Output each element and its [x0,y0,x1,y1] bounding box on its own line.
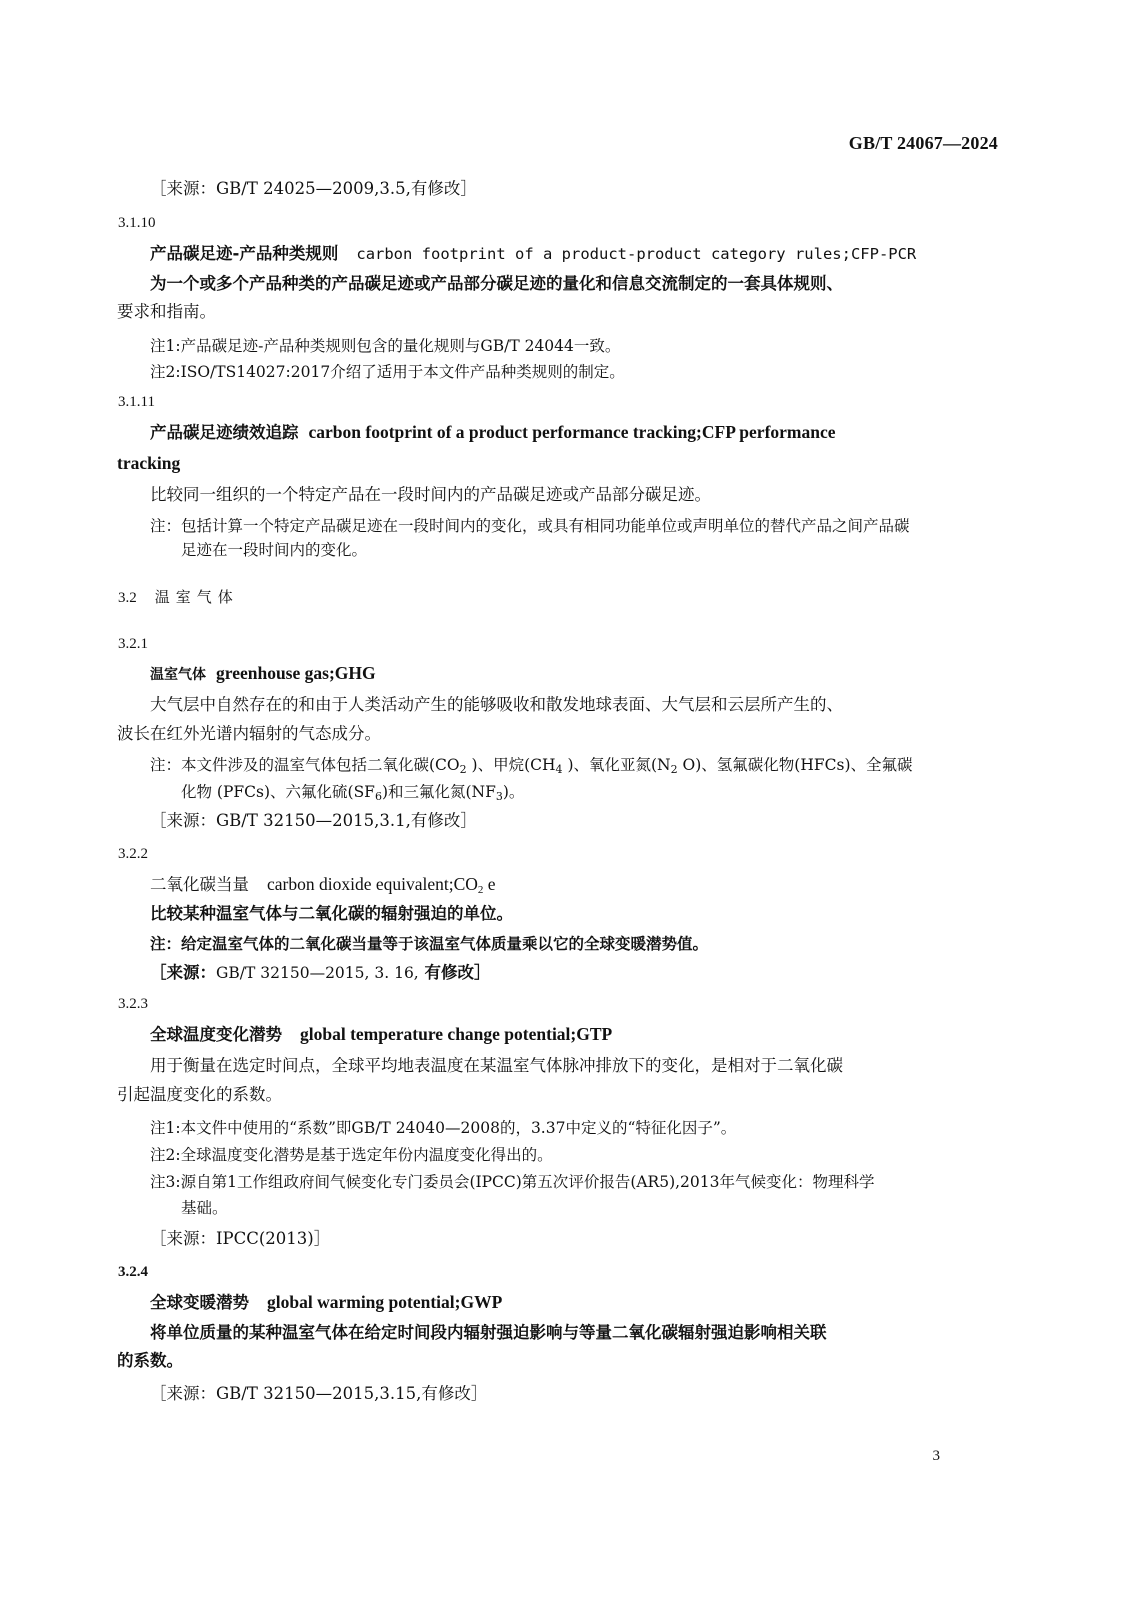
term-chinese: 全球温度变化潜势 [150,1025,282,1044]
source-line: ［来源：GB/T 32150—2015, 3. 16, 有修改］ [150,963,491,982]
note-line: 注3:源自第1工作组政府间气候变化专门委员会(IPCC)第五次评价报告(AR5),2013年气候变化：物理科学 [150,1173,875,1191]
term-heading [0,662,1131,686]
definition-text: 为一个或多个产品种类的产品碳足迹或产品部分碳足迹的量化和信息交流制定的一套具体规则、 [150,274,843,293]
term-english: greenhouse gas;GHG [216,663,376,683]
definition-text-cont: 引起温度变化的系数。 [117,1085,282,1104]
page-number: 3 [932,1448,940,1464]
definition-text: 比较某种温室气体与二氧化碳的辐射强迫的单位。 [150,904,513,923]
clause-number: 3.1.11 [118,394,155,410]
standard-number-header: GB/T 24067—2024 [848,133,998,153]
term-english: carbon dioxide $equivalent;CO_2$ e [267,874,496,896]
note-line: 注：本文件涉及的温室气体包括二氧化碳($CO_2$ )、甲烷($CH_4$ )、氧化亚氮($N_2$ O)、氢氟碳化物(HFCs)、全氟碳 [150,756,913,776]
clause-number: 3.2.1 [118,636,148,652]
note-line-cont: 化物 (PFCs)、六氟化硫$(SF_6)$和三氟化氮$(NF_3)$。 [181,783,525,803]
term-chinese: 温室气体 [150,667,206,683]
term-chinese: 产品碳足迹绩效追踪 [150,423,299,442]
note-line: 注2:ISO/TS14027:2017介绍了适用于本文件产品种类规则的制定。 [150,363,625,381]
section-title: 温室气体 [154,588,239,606]
definition-text: 用于衡量在选定时间点，全球平均地表温度在某温室气体脉冲排放下的变化，是相对于二氧化碳 [150,1056,843,1075]
clause-number: 3.2.4 [118,1264,148,1280]
section-heading [0,586,1131,609]
term-english-cont: tracking [117,453,181,473]
term-english: carbon footprint of a product-product category rules;CFP-PCR [356,245,917,263]
note-line: 注1:产品碳足迹-产品种类规则包含的量化规则与GB/T 24044一致。 [150,337,621,355]
term-heading [0,873,1131,896]
term-heading [0,421,1131,444]
term-heading [0,1291,1131,1314]
term-heading [0,243,1131,265]
definition-text: 大气层中自然存在的和由于人类活动产生的能够吸收和散发地球表面、大气层和云层所产生的、 [150,695,843,714]
source-line: ［来源：GB/T 24025—2009,3.5,有修改］ [150,179,477,198]
definition-text: 比较同一组织的一个特定产品在一段时间内的产品碳足迹或产品部分碳足迹。 [150,485,711,504]
section-number: 3.2 [118,590,137,606]
source-line: ［来源：GB/T 32150—2015,3.15,有修改］ [150,1384,488,1403]
definition-text-cont: 的系数。 [117,1351,183,1370]
note-line-cont: 足迹在一段时间内的变化。 [181,541,368,559]
clause-number: 3.2.3 [118,996,148,1012]
clause-number: 3.2.2 [118,846,148,862]
term-chinese: 二氧化碳当量 [150,875,249,894]
note-line: 注：给定温室气体的二氧化碳当量等于该温室气体质量乘以它的全球变暖潜势值。 [150,935,709,953]
definition-text: 将单位质量的某种温室气体在给定时间段内辐射强迫影响与等量二氧化碳辐射强迫影响相关联 [150,1323,827,1342]
definition-text-cont: 波长在红外光谱内辐射的气态成分。 [117,724,381,743]
source-line: ［来源：IPCC(2013)］ [150,1229,331,1248]
note-line: 注1:本文件中使用的“系数”即GB/T 24040—2008的，3.37中定义的“特征化因子”。 [150,1119,737,1137]
note-line: 注2:全球温度变化潜势是基于选定年份内温度变化得出的。 [150,1146,553,1164]
definition-text-cont: 要求和指南。 [117,302,216,321]
term-heading [0,1023,1131,1046]
source-line: ［来源：GB/T 32150—2015,3.1,有修改］ [150,811,477,830]
note-line: 注：包括计算一个特定产品碳足迹在一段时间内的变化，或具有相同功能单位或声明单位的替代产品之间产品碳 [150,517,910,535]
term-english: carbon footprint of a product performance tracking;CFP performance [308,422,836,442]
term-chinese: 全球变暖潜势 [150,1293,249,1312]
term-chinese: 产品碳足迹-产品种类规则 [150,244,339,263]
note-line-cont: 基础。 [181,1199,228,1217]
term-english: global warming potential;GWP [267,1292,503,1312]
term-english: global temperature change potential;GTP [300,1024,613,1044]
clause-number: 3.1.10 [118,215,156,231]
